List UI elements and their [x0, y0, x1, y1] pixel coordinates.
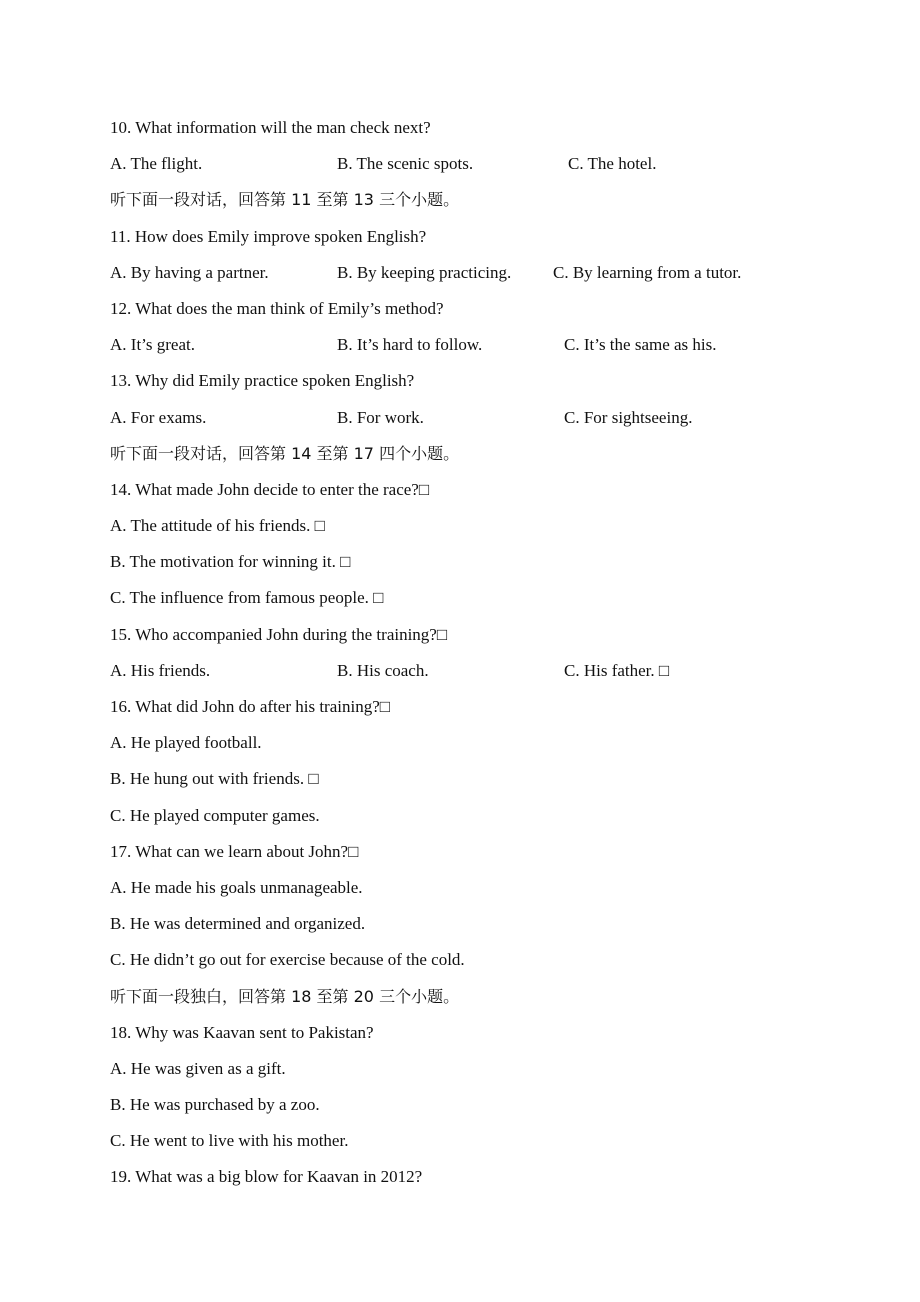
option-a: A. He was given as a gift.: [110, 1058, 286, 1078]
option-b: B. The scenic spots.: [337, 154, 474, 174]
option-c: C. For sightseeing.: [564, 407, 693, 427]
option-b: B. He hung out with friends. □: [110, 769, 319, 789]
option-c: C. He went to live with his mother.: [110, 1131, 349, 1151]
question-11: 11. How does Emily improve spoken English?: [110, 226, 427, 246]
section-instruction: 听下面一段对话，回答第 11 至第 13 三个小题。: [110, 190, 460, 210]
option-a: A. The flight.: [110, 154, 203, 174]
option-a: A. He made his goals unmanageable.: [110, 877, 363, 897]
option-b: B. By keeping practicing.: [337, 262, 512, 282]
option-c: C. He didn’t go out for exercise because of the cold.: [110, 950, 465, 970]
option-b: B. He was determined and organized.: [110, 914, 366, 934]
question-17: 17. What can we learn about John?□: [110, 841, 359, 861]
option-b: B. For work.: [337, 407, 424, 427]
question-15: 15. Who accompanied John during the training?□: [110, 624, 448, 644]
option-b: B. He was purchased by a zoo.: [110, 1095, 320, 1115]
options-13: [110, 400, 830, 436]
options-15: [110, 653, 830, 689]
option-c: C. His father. □: [564, 660, 670, 680]
option-a: A. For exams.: [110, 407, 207, 427]
question-13: 13. Why did Emily practice spoken English?: [110, 371, 415, 391]
question-16: 16. What did John do after his training?□: [110, 697, 391, 716]
option-c: C. It’s the same as his.: [564, 335, 717, 355]
option-c: C. By learning from a tutor.: [553, 262, 742, 282]
option-a: A. By having a partner.: [110, 262, 269, 282]
option-a: A. He played football.: [110, 733, 262, 753]
section-instruction: 听下面一段独白，回答第 18 至第 20 三个小题。: [110, 986, 460, 1006]
option-a: A. It’s great.: [110, 335, 195, 355]
question-14: 14. What made John decide to enter the race?□: [110, 479, 430, 499]
option-a: A. The attitude of his friends. □: [110, 516, 325, 536]
option-b: B. The motivation for winning it. □: [110, 552, 351, 572]
option-c: C. The influence from famous people. □: [110, 588, 384, 608]
option-b: B. His coach.: [337, 660, 429, 680]
option-c: C. He played computer games.: [110, 805, 320, 825]
options-11: [110, 255, 830, 291]
options-12: [110, 327, 830, 363]
option-b: B. It’s hard to follow.: [337, 335, 483, 355]
question-18: 18. Why was Kaavan sent to Pakistan?: [110, 1022, 374, 1042]
question-10: 10. What information will the man check next?: [110, 118, 431, 137]
options-10: [110, 146, 830, 182]
question-12: 12. What does the man think of Emily’s method?: [110, 298, 444, 318]
question-19: 19. What was a big blow for Kaavan in 2012?: [110, 1167, 423, 1187]
section-instruction: 听下面一段对话，回答第 14 至第 17 四个小题。: [110, 443, 460, 463]
option-c: C. The hotel.: [568, 154, 657, 174]
option-a: A. His friends.: [110, 660, 211, 680]
document-page: [110, 110, 830, 1196]
